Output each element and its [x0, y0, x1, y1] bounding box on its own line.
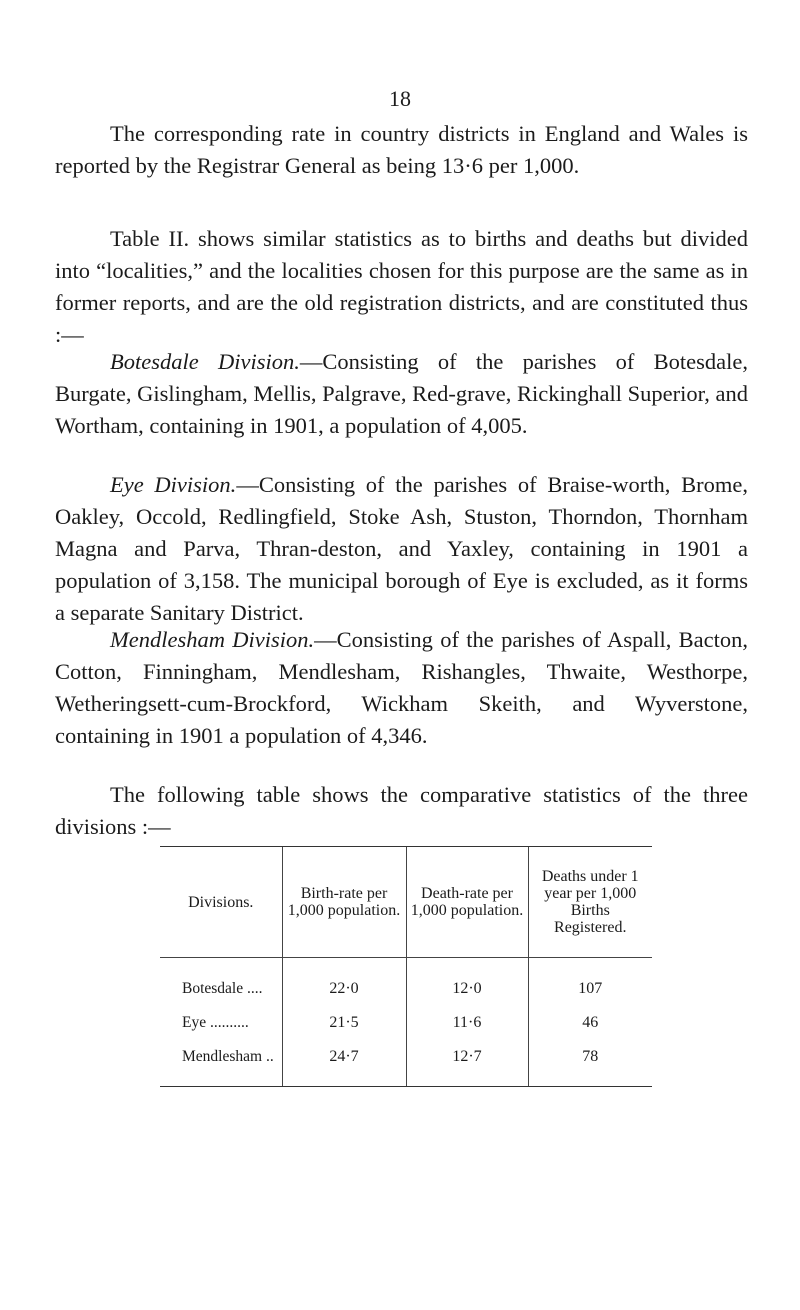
table-row	[160, 958, 652, 1007]
paragraph-eye-division	[55, 469, 748, 629]
paragraph-botesdale-division	[55, 346, 748, 442]
page-number: 18	[389, 86, 411, 111]
header-divisions: Divisions.	[160, 847, 282, 958]
cell-death-rate: 11·6	[406, 1006, 528, 1040]
header-death-rate: Death-rate per 1,000 population.	[406, 847, 528, 958]
header-birth-rate: Birth-rate per 1,000 population.	[282, 847, 406, 958]
header-infant-deaths: Deaths under 1 year per 1,000 Births Registered.	[528, 847, 652, 958]
table-row	[160, 1006, 652, 1040]
paragraph-text: —Consisting of the parishes of Botesdale, Burgate, Gislingham, Mellis, Palgrave, Red-grave, Rickinghall Superior, and Wortham, containing in 1901, a population of 4,005.	[55, 349, 748, 438]
paragraph-table-intro	[55, 779, 748, 843]
cell-infant-deaths: 107	[528, 958, 652, 1007]
cell-infant-deaths: 78	[528, 1040, 652, 1087]
paragraph-country-rate	[55, 118, 748, 182]
cell-death-rate: 12·0	[406, 958, 528, 1007]
division-heading-mendlesham: Mendlesham Division.	[110, 627, 315, 652]
cell-division: Mendlesham ..	[160, 1040, 282, 1087]
table-header-row	[160, 847, 652, 958]
table-row	[160, 1040, 652, 1087]
cell-division: Eye ..........	[182, 1014, 249, 1031]
paragraph-text: The following table shows the comparative statistics of the three divisions :—	[55, 782, 748, 839]
cell-division: Botesdale ....	[182, 980, 263, 997]
paragraph-mendlesham-division	[55, 624, 748, 752]
cell-birth-rate: 22·0	[282, 958, 406, 1007]
cell-infant-deaths: 46	[528, 1006, 652, 1040]
division-heading-botesdale: Botesdale Division.	[110, 349, 300, 374]
paragraph-text: —Consisting of the parishes of Aspall, Bacton, Cotton, Finningham, Mendlesham, Rishangles, Thwaite, Westhorpe, Wetheringsett-cum-Brockford, Wickham Skeith, and Wyverstone, containing in 1901 a population of 4,346.	[55, 627, 748, 748]
cell-death-rate: 12·7	[406, 1040, 528, 1087]
cell-birth-rate: 24·7	[282, 1040, 406, 1087]
cell-birth-rate: 21·5	[282, 1006, 406, 1040]
paragraph-text: The corresponding rate in country districts in England and Wales is reported by the Registrar General as being 13·6 per 1,000.	[55, 121, 748, 178]
paragraph-table-two	[55, 223, 748, 351]
division-heading-eye: Eye Division.	[110, 472, 237, 497]
paragraph-text: —Consisting of the parishes of Braise-worth, Brome, Oakley, Occold, Redlingfield, Stoke Ash, Stuston, Thorndon, Thornham Magna and Parva, Thran-deston, and Yaxley, containing in 1901 a population of 3,158. The municipal borough of Eye is excluded, as it forms a separate Sanitary District.	[55, 472, 749, 625]
paragraph-text: Table II. shows similar statistics as to births and deaths but divided into “localities,” and the localities chosen for this purpose are the same as in former reports, and are the old registration districts, and are constituted thus :—	[55, 226, 748, 347]
division-statistics-table	[160, 846, 652, 1080]
